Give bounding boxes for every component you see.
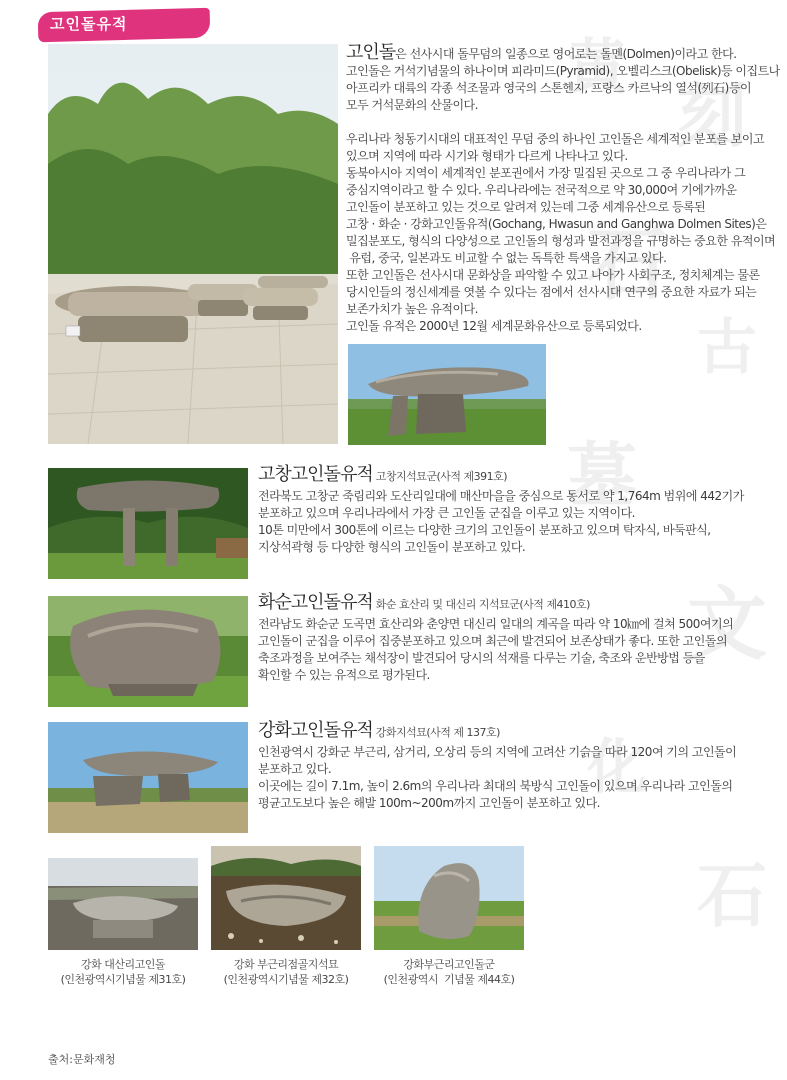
intro-line: 중심지역이라고 할 수 있다. 우리나라에는 전국적으로 약 30,000여 기에가까운: [346, 183, 737, 197]
jeomgol-caption: [201, 957, 371, 987]
hwasun-line: 확인할 수 있는 유적으로 평가된다.: [258, 668, 430, 682]
intro-line: 아프리카 대륙의 각종 석조물과 영국의 스톤헨지, 프랑스 카르낙의 열석(列石)등이: [346, 81, 752, 95]
caption-line: (인천광역시기념물 제31호): [60, 973, 186, 986]
daesanri-caption: [38, 957, 208, 987]
ganghwa-line: 분포하고 있다.: [258, 762, 332, 776]
intro-line: 고인돌 유적은 2000년 12월 세계문화유산으로 등록되었다.: [346, 319, 642, 333]
intro-line: 고인돌은 거석기념물의 하나이며 피라미드(Pyramid), 오벨리스크(Obelisk)등 이집트나: [346, 64, 780, 78]
intro-line: 보존가치가 높은 유적이다.: [346, 302, 478, 316]
ganghwa-line: 평균고도보다 높은 해발 100m~200m까지 고인돌이 분포하고 있다.: [258, 796, 600, 810]
table-dolmen-photo: [348, 344, 546, 445]
gochang-line: 지상석곽형 등 다양한 형식의 고인돌이 분포하고 있다.: [258, 540, 526, 554]
intro-line: 우리나라 청동기시대의 대표적인 무덤 중의 하나인 고인돌은 세계적인 분포를 보이고: [346, 132, 765, 146]
background-calligraphy: 黃 刻 石 古 墓 文 化 石: [567, 33, 767, 937]
intro-line: 동북아시아 지역이 세계적인 분포권에서 가장 밀집된 곳으로 그 중 우리나라가 그: [346, 166, 746, 180]
caption-line: 강화 부근리점골지석묘: [233, 958, 339, 971]
caption-line: (인천광역시기념물 제32호): [223, 973, 349, 986]
hwasun-line: 전라남도 화순군 도곡면 효산리와 춘양면 대신리 일대의 계곡을 따라 약 10㎞에 걸쳐 500여기의: [258, 617, 734, 631]
hwasun-subtitle: 화순 효산리 및 대신리 지석묘군(사적 제410호): [375, 598, 590, 611]
bugeunri-caption: [364, 957, 534, 987]
intro-line: 밀집분포도, 형식의 다양성으로 고인돌의 형성과 발전과정을 규명하는 중요한 유적이며: [346, 234, 776, 248]
caption-line: (인천광역시 기념물 제44호): [383, 973, 515, 986]
hwasun-section: [258, 594, 783, 684]
intro-line: 모두 거석문화의 산물이다.: [346, 98, 478, 112]
caption-line: 강화 대산리고인돌: [80, 958, 165, 971]
gochang-line: 전라북도 고창군 죽림리와 도산리일대에 매산마을을 중심으로 동서로 약 1,764m 범위에 442기가: [258, 489, 744, 503]
ganghwa-line: 이곳에는 길이 7.1m, 높이 2.6m의 우리나라 최대의 북방식 고인돌이 있으며 우리나라 고인돌의: [258, 779, 733, 793]
intro-text: [346, 44, 786, 335]
daesanri-dolmen-photo: [48, 858, 198, 950]
gochang-section: [258, 466, 783, 556]
intro-line: 고인돌이 분포하고 있는 것으로 알려져 있는데 그중 세계유산으로 등록된: [346, 200, 706, 214]
gochang-subtitle: 고창지석묘군(사적 제391호): [375, 470, 508, 483]
ganghwa-section: [258, 722, 783, 812]
intro-line: 유럽, 중국, 일본과도 비교할 수 없는 독특한 특색을 가지고 있다.: [346, 251, 667, 265]
hwasun-line: 축조과정을 보여주는 채석장이 발견되어 당시의 석재를 다루는 기술, 축조와 운반방법 등을: [258, 651, 705, 665]
gochang-title: 고창고인돌유적: [258, 464, 373, 485]
intro-line: 또한 고인돌은 선사시대 문화상을 파악할 수 있고 나아가 사회구조, 정치체계는 물론: [346, 268, 760, 282]
jeomgol-dolmen-photo: [211, 846, 361, 950]
intro-line: 고창 · 화순 · 강화고인돌유적(Gochang, Hwasun and Ganghwa Dolmen Sites)은: [346, 217, 767, 231]
hwasun-title: 화순고인돌유적: [258, 592, 373, 613]
hwasun-dolmen-photo: [48, 596, 248, 707]
ganghwa-title: 강화고인돌유적: [258, 720, 373, 741]
intro-line: 당시인들의 정신세계를 엿볼 수 있다는 점에서 선사시대 연구의 중요한 자료가 되는: [346, 285, 757, 299]
ganghwa-line: 인천광역시 강화군 부근리, 삼거리, 오상리 등의 지역에 고려산 기슭을 따라 120여 기의 고인돌이: [258, 745, 737, 759]
intro-line: 있으며 지역에 따라 시기와 형태가 다르게 나타나고 있다.: [346, 149, 628, 163]
ganghwa-subtitle: 강화지석묘(사적 제 137호): [375, 726, 500, 739]
bugeunri-dolmen-photo: [374, 846, 524, 950]
hwasun-line: 고인돌이 군집을 이루어 집중분포하고 있으며 최근에 발견되어 보존상태가 좋다. 또한 고인돌의: [258, 634, 728, 648]
caption-line: 강화부근리고인돌군: [403, 958, 495, 971]
gochang-line: 분포하고 있으며 우리나라에서 가장 큰 고인돌 군집을 이루고 있는 지역이다.: [258, 506, 635, 520]
ganghwa-dolmen-photo: [48, 722, 248, 833]
gochang-line: 10톤 미만에서 300톤에 이르는 다양한 크기의 고인돌이 분포하고 있으며 탁자식, 바둑판식,: [258, 523, 711, 537]
intro-line: 은 선사시대 돌무덤의 일종으로 영어로는 돌멘(Dolmen)이라고 한다.: [395, 47, 737, 61]
section-badge-label: 고인돌유적: [50, 15, 128, 33]
gochang-dolmen-photo: [48, 468, 248, 579]
dolmen-field-photo: [48, 44, 338, 444]
source-credit: 출처:문화재청: [48, 1053, 116, 1066]
intro-title: 고인돌: [346, 42, 396, 63]
